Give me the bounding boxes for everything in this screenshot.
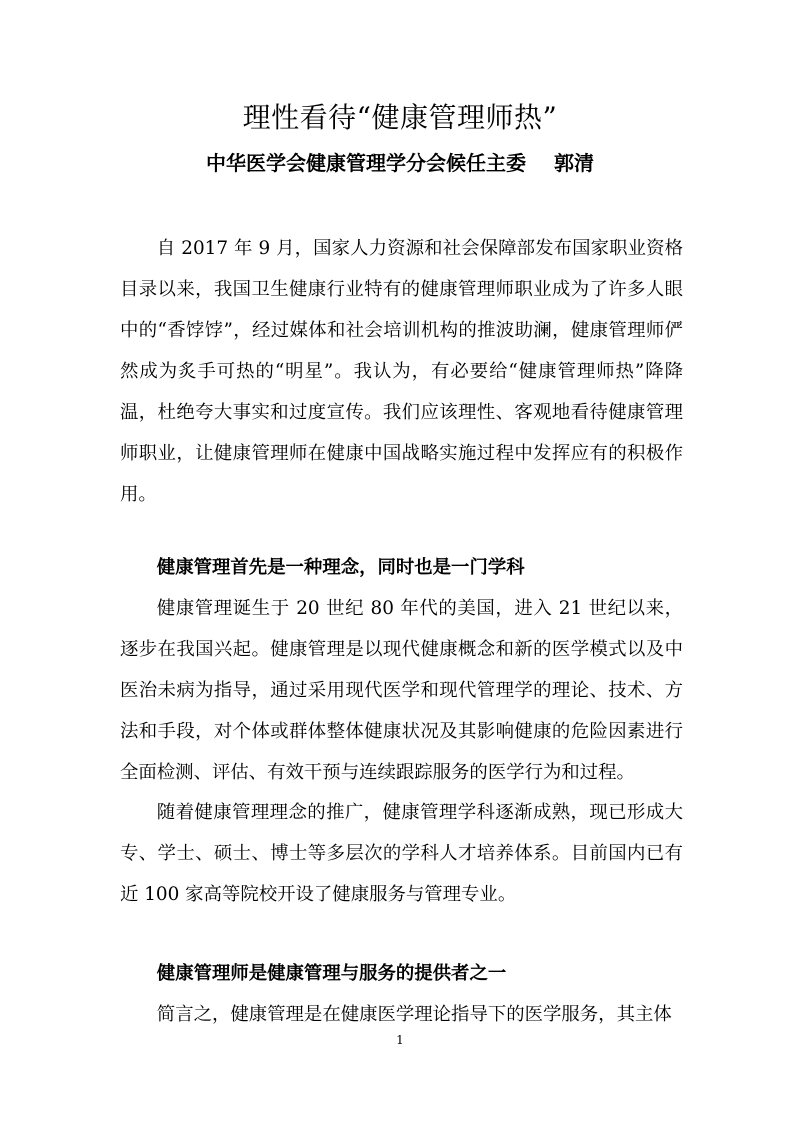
paragraph-text: 简言之，健康管理是在健康医学理论指导下的医学服务，其主体 — [156, 1004, 672, 1025]
paragraph-text: 自 2017 年 9 月，国家人力资源和社会保障部发布国家职业资格目录以来，我国卫生健康行业特有的健康管理师职业成为了许多人眼中的“香饽饽”，经过媒体和社会培训机构的推波助澜，健康管理师俨然成为炙手可热的“明星”。我认为，有必要给“健康管理师热”降降温，杜绝夸大事实和过度宣传。我们应该理性、客观地看待健康管理师职业，让健康管理师在健康中国战略实施过程中发挥应有的积极作用。 — [120, 238, 683, 505]
author-line — [0, 148, 800, 178]
section-heading-text: 健康管理师是健康管理与服务的提供者之一 — [156, 963, 507, 984]
page-number: 1 — [396, 1033, 404, 1047]
paragraph-text: 健康管理诞生于 20 世纪 80 年代的美国，进入 21 世纪以来，逐步在我国兴起。健康管理是以现代健康概念和新的医学模式以及中医治未病为指导，通过采用现代医学和现代管理学的理论、技术、方法和手段，对个体或群体整体健康状况及其影响健康的危险因素进行全面检测、评估、有效干预与连续跟踪服务的医学行为和过程。 — [120, 598, 683, 783]
paragraph-section1-b — [120, 792, 683, 915]
section-heading-1 — [120, 547, 683, 588]
section-heading-2 — [120, 953, 683, 994]
author-name: 郭清 — [554, 151, 594, 175]
paragraph-section1-a — [120, 588, 683, 793]
paragraph-text: 随着健康管理理念的推广，健康管理学科逐渐成熟，现已形成大专、学士、硕士、博士等多层次的学科人才培养体系。目前国内已有近 100 家高等院校开设了健康服务与管理专业。 — [120, 802, 683, 905]
article-title: 理性看待“健康管理师热” — [242, 101, 558, 134]
author-affiliation: 中华医学会健康管理学分会候任主委 — [206, 151, 526, 175]
paragraph-section2-a — [120, 994, 683, 1035]
section-heading-text: 健康管理首先是一种理念，同时也是一门学科 — [156, 557, 525, 578]
paragraph-intro — [120, 228, 683, 515]
